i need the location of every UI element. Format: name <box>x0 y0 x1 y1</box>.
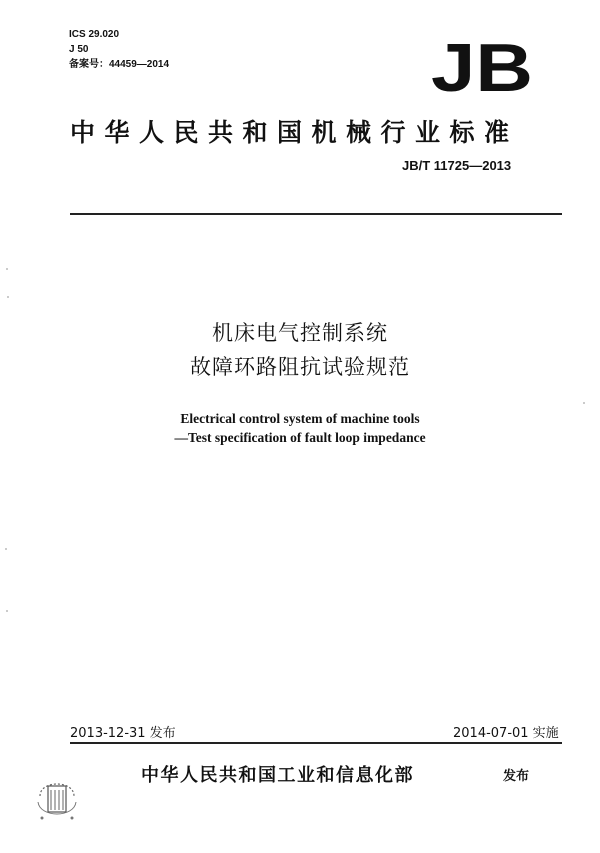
scan-speck <box>6 610 8 612</box>
jb-logo-text: JB <box>431 34 533 96</box>
header-divider <box>70 213 562 215</box>
scan-speck <box>6 268 8 270</box>
ministry-seal-icon <box>34 770 80 826</box>
ics-code: ICS 29.020 <box>69 29 120 40</box>
standard-category: 中华人民共和国机械行业标准 <box>70 118 519 147</box>
english-title-line-1: Electrical control system of machine tools <box>180 411 420 426</box>
scan-speck <box>583 402 585 404</box>
jb-logo <box>430 34 534 96</box>
publisher-name: 中华人民共和国工业和信息化部 <box>141 765 414 786</box>
publish-label: 发布 <box>503 769 530 784</box>
record-number <box>69 58 169 71</box>
ccs-code: J 50 <box>69 44 89 55</box>
chinese-title-line-2: 故障环路阻抗试验规范 <box>190 355 410 379</box>
issue-date: 2013-12-31 发布 <box>70 726 176 741</box>
record-value: 44459—2014 <box>109 59 170 70</box>
standard-number: JB/T 11725—2013 <box>402 158 512 173</box>
implementation-date: 2014-07-01 实施 <box>453 726 559 741</box>
footer-divider <box>70 742 562 744</box>
scan-speck <box>5 548 7 550</box>
scan-speck <box>7 296 9 298</box>
record-label: 备案号： <box>69 59 109 70</box>
english-title-line-2: —Test specification of fault loop impedance <box>174 430 426 445</box>
chinese-title-line-1: 机床电气控制系统 <box>212 321 388 345</box>
